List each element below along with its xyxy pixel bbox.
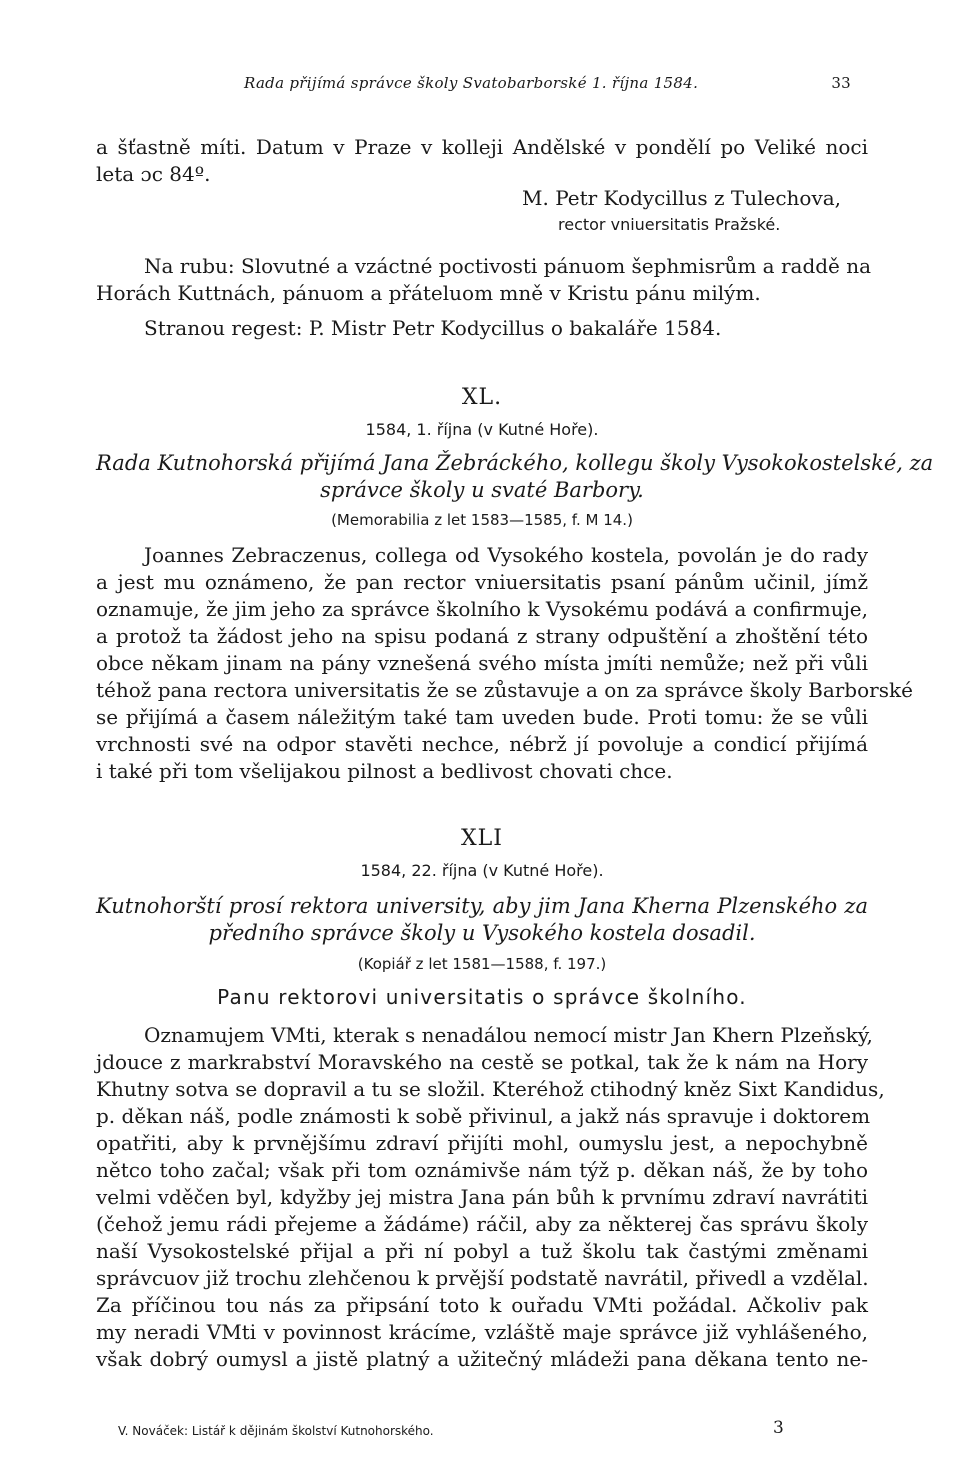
text-line: Za příčinou tou nás za připsání toto k ouřadu VMti požádal. Ačkoliv pak	[96, 1293, 868, 1317]
text-line: Horách Kuttnách, pánuom a přáteluom mně v Kristu pánu milým.	[96, 281, 761, 305]
document-number: XLI	[461, 826, 503, 851]
signature: M. Petr Kodycillus z Tulechova,	[522, 186, 842, 210]
text-line: a protož ta žádost jeho na spisu podaná z strany odpuštění a zhoštění této	[96, 624, 868, 648]
document-date: 1584, 1. října (v Kutné Hoře).	[365, 420, 599, 439]
text-line: však dobrý oumysl a jistě platný a užitečný mládeži pana děkana tento ne-	[96, 1347, 868, 1371]
title-line: Kutnohorští prosí rektora university, aby jim Jana Kherna Plzenského za	[96, 894, 868, 918]
text-line: Stranou regest: P. Mistr Petr Kodycillus o bakaláře 1584.	[144, 316, 722, 340]
document-body	[96, 1022, 885, 1373]
footer-citation: V. Nováček: Listář k dějinám školství Kutnohorského.	[118, 1424, 434, 1438]
text-line: oznamuje, že jim jeho za správce školního k Vysokému podává a confirmuje,	[96, 597, 868, 621]
text-line: (čehož jemu rádi přejeme a žádáme) ráčil, aby za některej čas správu školy	[96, 1212, 868, 1236]
document-title	[96, 892, 868, 946]
title-line: předního správce školy u Vysokého kostela dosadil.	[208, 921, 756, 945]
signature-title: rector vniuersitatis Pražské.	[558, 215, 781, 234]
document-source: (Kopiář z let 1581—1588, f. 197.)	[357, 955, 607, 973]
text-line: i také při tom všelijakou pilnost a bedlivost chovati chce.	[96, 759, 673, 783]
text-line: velmi vděčen byl, kdyžby jej mistra Jana pán bůh k prvnímu zdraví navrátiti	[96, 1185, 868, 1209]
text-line: se přijímá a časem náležitým také tam uveden bude. Proti tomu: že se vůli	[96, 705, 868, 729]
text-line: vrchnosti své na odpor stavěti nechce, nébrž jí povoluje a condicí přijímá	[96, 732, 868, 756]
document-body	[96, 542, 913, 785]
text-line: nětco toho začal; však při tom oznámivše nám týž p. děkan náš, že by toho	[96, 1158, 868, 1182]
document-number: XL.	[461, 385, 503, 410]
text-line: správcuov již trochu zlehčenou k prvější podstatě navrátil, přivedl a vzdělal.	[96, 1266, 869, 1290]
document-source: (Memorabilia z let 1583—1585, f. M 14.)	[331, 511, 633, 529]
text-line: a jest mu oznámeno, že pan rector vniuersitatis psaní pánům učinil, jímž	[96, 570, 868, 594]
text-line: p. děkan náš, podle známosti k sobě přivinul, a jakž nás spravuje i doktorem	[96, 1104, 871, 1128]
text-line: téhož pana rectora universitatis že se zůstavuje a on za správce školy Barborské	[96, 678, 913, 702]
text-line: Oznamujem VMti, kterak s nenadálou nemocí mistr Jan Khern Plzeňský,	[144, 1023, 873, 1047]
text-line: naší Vysokostelské přijal a při ní pobyl a tuž školu tak častými změnami	[96, 1239, 868, 1263]
text-line: jdouce z markrabství Moravského na cestě se potkal, tak že k nám na Hory	[96, 1050, 868, 1074]
running-title: Rada přijímá správce školy Svatobarborské 1. října 1584.	[244, 74, 699, 92]
text-line: Khutny sotva se dopravil a tu se složil. Kteréhož ctihodný kněz Sixt Kandidus,	[96, 1077, 885, 1101]
page-number: 33	[831, 74, 851, 92]
title-line: Rada Kutnohorská přijímá Jana Žebráckého, kollegu školy Vysokokostelské, za	[96, 451, 934, 475]
previous-document-closing	[96, 134, 868, 188]
text-line: Joannes Zebraczenus, collega od Vysokého kostela, povolán je do rady	[144, 543, 868, 567]
document-title	[96, 449, 934, 503]
verso-note	[96, 253, 872, 307]
text-line: a šťastně míti. Datum v Praze v kolleji Andělské v pondělí po Veliké noci	[96, 135, 868, 159]
text-line: opatřiti, aby k prvnějšímu zdraví přijíti mohl, oumyslu jest, a nepochybně	[96, 1131, 868, 1155]
regest-note	[96, 315, 868, 342]
title-line: správce školy u svaté Barbory.	[320, 478, 644, 502]
letter-address: Panu rektorovi universitatis o správce školního.	[217, 985, 747, 1009]
text-line: obce někam jinam na pány vznešená svého místa jmíti nemůže; než při vůli	[96, 651, 868, 675]
page-footer	[118, 1418, 788, 1438]
document-date: 1584, 22. října (v Kutné Hoře).	[360, 861, 604, 880]
text-line: my neradi VMti v povinnost krácíme, vzláště maje správce již vyhlášeného,	[96, 1320, 868, 1344]
text-line: leta ɔc 84º.	[96, 162, 211, 186]
text-line: Na rubu: Slovutné a vzáctné poctivosti pánuom šephmisrům a raddě na	[144, 254, 872, 278]
signature-mark: 3	[773, 1418, 784, 1438]
